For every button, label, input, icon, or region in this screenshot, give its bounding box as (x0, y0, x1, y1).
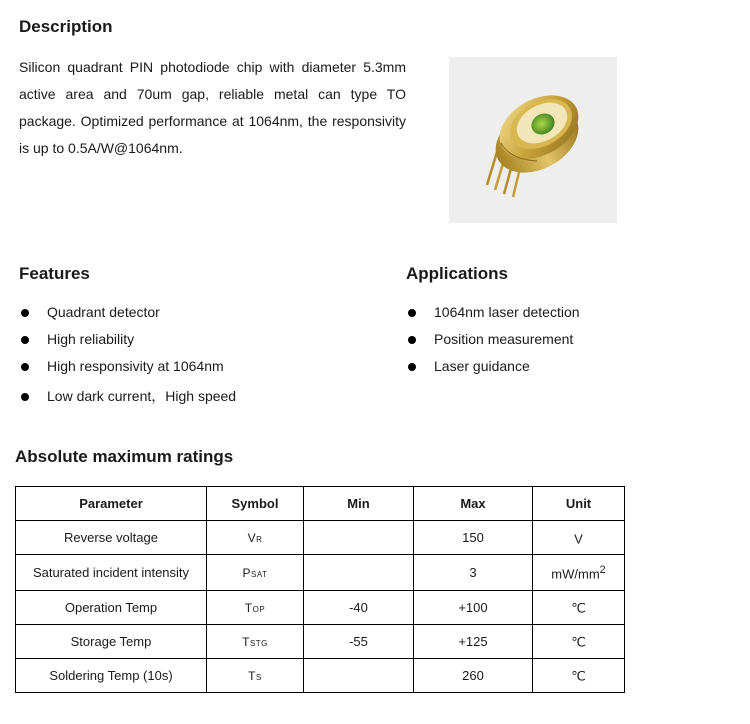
table-header-row (16, 487, 625, 521)
list-item: Low dark current，High speed (19, 380, 236, 410)
max-cell: 3 (414, 555, 533, 591)
column-header: Max (414, 487, 533, 521)
features-heading: Features (19, 264, 90, 283)
symbol-cell: TS (207, 659, 304, 693)
column-header: Unit (533, 487, 625, 521)
symbol-cell: TSTG (207, 625, 304, 659)
symbol-cell: PSAT (207, 555, 304, 591)
unit-cell: V (533, 521, 625, 555)
bullet-icon (408, 363, 416, 371)
list-item: Laser guidance (406, 353, 580, 380)
product-photo (449, 57, 617, 223)
column-header: Parameter (16, 487, 207, 521)
parameter-cell: Soldering Temp (10s) (16, 659, 207, 693)
parameter-cell: Saturated incident intensity (16, 555, 207, 591)
list-item: 1064nm laser detection (406, 299, 580, 326)
photodiode-package-image (449, 57, 617, 223)
parameter-cell: Operation Temp (16, 591, 207, 625)
unit-cell: ℃ (533, 659, 625, 693)
ratings-table (15, 486, 625, 693)
symbol-cell: TOP (207, 591, 304, 625)
table-row (16, 521, 625, 555)
column-header: Symbol (207, 487, 304, 521)
min-cell: -40 (304, 591, 414, 625)
table-row (16, 625, 625, 659)
bullet-icon (408, 336, 416, 344)
min-cell (304, 659, 414, 693)
table-row (16, 591, 625, 625)
ratings-heading: Absolute maximum ratings (15, 447, 234, 466)
list-item: High responsivity at 1064nm (19, 353, 236, 380)
min-cell (304, 555, 414, 591)
parameter-cell: Storage Temp (16, 625, 207, 659)
bullet-icon (408, 309, 416, 317)
bullet-icon (21, 309, 29, 317)
unit-cell: ℃ (533, 591, 625, 625)
max-cell: 150 (414, 521, 533, 555)
bullet-icon (21, 393, 29, 401)
applications-list (406, 299, 580, 380)
features-list (19, 299, 236, 410)
min-cell: -55 (304, 625, 414, 659)
description-text: Silicon quadrant PIN photodiode chip with diameter 5.3mm active area and 70um gap, reliable metal can type TO package. Optimized performance at 1064nm, the responsivity is up to 0.5A/W@1064nm. (19, 59, 406, 156)
max-cell: +100 (414, 591, 533, 625)
bullet-icon (21, 363, 29, 371)
unit-cell: ℃ (533, 625, 625, 659)
column-header: Min (304, 487, 414, 521)
list-item: High reliability (19, 326, 236, 353)
applications-heading: Applications (406, 264, 509, 283)
list-item: Position measurement (406, 326, 580, 353)
description-heading: Description (19, 17, 113, 36)
max-cell: 260 (414, 659, 533, 693)
symbol-cell: VR (207, 521, 304, 555)
bullet-icon (21, 336, 29, 344)
parameter-cell: Reverse voltage (16, 521, 207, 555)
max-cell: +125 (414, 625, 533, 659)
table-row (16, 555, 625, 591)
list-item: Quadrant detector (19, 299, 236, 326)
table-row (16, 659, 625, 693)
unit-cell: $mW/mm^2$ (533, 555, 625, 591)
min-cell (304, 521, 414, 555)
